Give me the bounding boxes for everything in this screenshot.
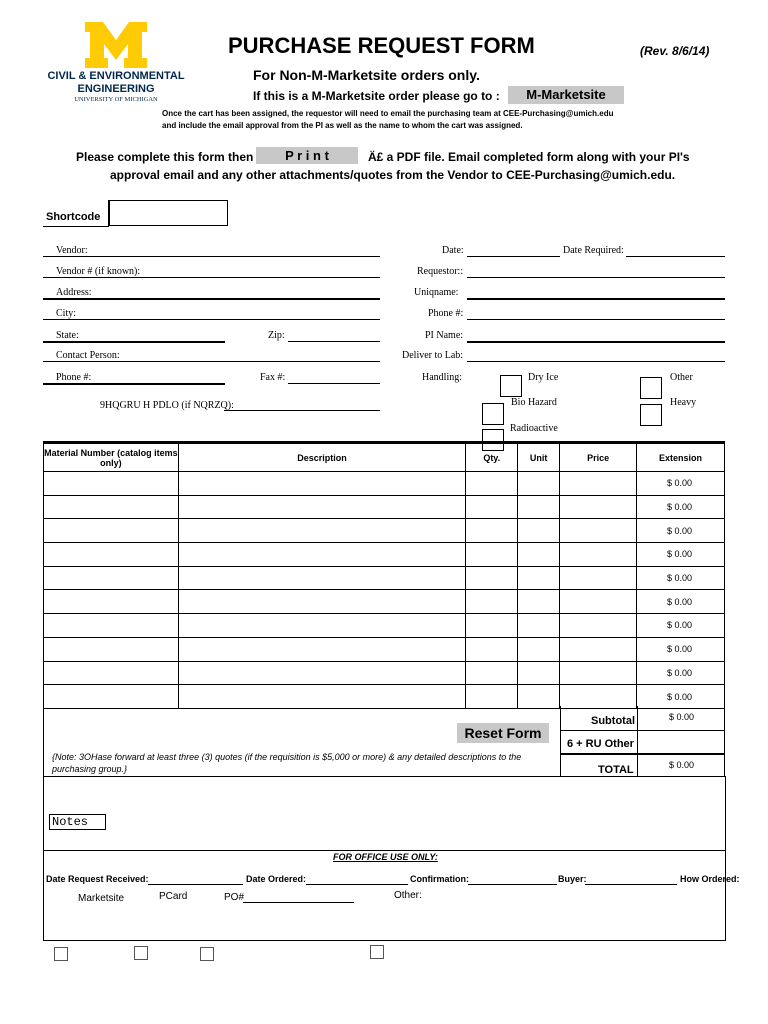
marketsite-button[interactable]: M-Marketsite (508, 86, 624, 104)
university-logo (46, 22, 186, 106)
qty-cell[interactable] (466, 495, 518, 519)
city-field[interactable] (43, 319, 380, 320)
instructions-after: Ä£ a PDF file. Email completed form along with your PI's (368, 150, 690, 164)
deliver-to-label: Deliver to Lab: (402, 350, 464, 361)
col-qty-header: Qty. (466, 443, 518, 472)
date-ordered-label: Date Ordered: (246, 874, 307, 884)
table-row (44, 495, 725, 519)
quote-note: {Note: 3OHase forward at least three (3) quotes (if the requisition is $5,000 or more) & any detailed descriptions to the purchasing group.} (52, 752, 522, 774)
price-cell[interactable] (560, 495, 637, 519)
date-ordered-field[interactable] (306, 884, 408, 885)
extension-cell: $ 0.00 (637, 590, 725, 614)
requestor-label: Requestor:: (417, 266, 464, 277)
revision-label: (Rev. 8/6/14) (640, 44, 710, 58)
handling-label: Handling: (422, 372, 462, 383)
cart-note-line1: Once the cart has been assigned, the requestor will need to email the purchasing team at CEE-Purchasing@umich.edu (162, 109, 614, 118)
contact-field[interactable] (43, 361, 380, 362)
material-cell[interactable] (44, 519, 179, 543)
shortcode-label: Shortcode (46, 211, 101, 223)
deliver-to-field[interactable] (467, 361, 725, 362)
dry-ice-checkbox[interactable] (500, 375, 522, 397)
description-cell[interactable] (178, 614, 466, 638)
col-price-header: Price (560, 443, 637, 472)
unit-cell[interactable] (518, 661, 560, 685)
material-cell[interactable] (44, 661, 179, 685)
vendor-label: Vendor: (56, 245, 88, 256)
material-cell[interactable] (44, 637, 179, 661)
uniqname-field[interactable] (467, 298, 725, 300)
subtitle: For Non-M-Marketsite orders only. (253, 67, 480, 83)
office-heading: FOR OFFICE USE ONLY: (333, 852, 438, 862)
table-row (44, 566, 725, 590)
price-cell[interactable] (560, 543, 637, 567)
print-button[interactable]: P r i n t (256, 147, 358, 164)
extension-cell: $ 0.00 (637, 685, 725, 709)
dept-line2: ENGINEERING (77, 83, 155, 95)
requestor-phone-label: Phone #: (428, 308, 464, 319)
material-cell[interactable] (44, 543, 179, 567)
address-field[interactable] (43, 298, 380, 300)
cart-note-line2: and include the email approval from the PI as well as the name to whom the cart was assigned. (162, 121, 523, 130)
address-label: Address: (56, 287, 92, 298)
other-order-checkbox[interactable] (370, 945, 384, 959)
qty-cell[interactable] (466, 637, 518, 661)
unit-cell[interactable] (518, 566, 560, 590)
shortcode-input[interactable] (108, 200, 228, 226)
material-cell[interactable] (44, 685, 179, 709)
state-field[interactable] (43, 341, 225, 343)
other-charge-label: 6 + RU Other (567, 738, 634, 750)
qty-cell[interactable] (466, 685, 518, 709)
extension-cell: $ 0.00 (637, 472, 725, 496)
col-extension-header: Extension (637, 443, 725, 472)
instructions-before: Please complete this form then (76, 150, 254, 164)
pcard-option-label: PCard (159, 891, 188, 902)
unit-cell[interactable] (518, 543, 560, 567)
subtotal-value: $ 0.00 (669, 712, 695, 722)
price-cell[interactable] (560, 661, 637, 685)
office-section (43, 850, 726, 941)
qty-cell[interactable] (466, 661, 518, 685)
date-received-field[interactable] (148, 884, 243, 885)
date-label: Date: (442, 245, 464, 256)
pi-name-label: PI Name: (425, 330, 464, 341)
state-label: State: (56, 330, 79, 341)
vendor-number-field[interactable] (43, 277, 380, 278)
col-description-header: Description (178, 443, 466, 472)
description-cell[interactable] (178, 637, 466, 661)
description-cell[interactable] (178, 519, 466, 543)
instructions-line2: approval email and any other attachments/quotes from the Vendor to CEE-Purchasing@umich.edu. (110, 168, 676, 182)
radioactive-label: Radioactive (510, 423, 558, 434)
extension-cell: $ 0.00 (637, 637, 725, 661)
date-required-label: Date Required: (563, 245, 624, 256)
marketsite-option-label: Marketsite (78, 893, 125, 904)
description-cell[interactable] (178, 590, 466, 614)
bio-hazard-label: Bio Hazard (511, 397, 557, 408)
col-unit-header: Unit (518, 443, 560, 472)
material-cell[interactable] (44, 566, 179, 590)
notes-label: Notes (49, 814, 106, 830)
uniqname-label: Uniqname: (414, 287, 459, 298)
contact-label: Contact Person: (56, 350, 120, 361)
vendor-phone-label: Phone #: (56, 372, 92, 383)
page-title: PURCHASE REQUEST FORM (228, 33, 535, 58)
heavy-label: Heavy (670, 397, 697, 408)
unit-cell[interactable] (518, 685, 560, 709)
qty-cell[interactable] (466, 566, 518, 590)
price-cell[interactable] (560, 472, 637, 496)
vendor-field[interactable] (43, 256, 380, 257)
table-row (44, 519, 725, 543)
vendor-email-label: 9HQGRU H PDLO (if NQRZQ): (100, 400, 234, 411)
marketsite-checkbox[interactable] (54, 947, 68, 961)
material-cell[interactable] (44, 614, 179, 638)
material-cell[interactable] (44, 495, 179, 519)
buyer-field[interactable] (585, 884, 677, 885)
vendor-phone-field[interactable] (43, 383, 225, 385)
po-number-field[interactable] (243, 902, 354, 903)
total-value: $ 0.00 (669, 760, 695, 770)
table-row (44, 685, 725, 709)
table-row (44, 661, 725, 685)
pi-name-field[interactable] (467, 341, 725, 343)
description-cell[interactable] (178, 543, 466, 567)
qty-cell[interactable] (466, 614, 518, 638)
fax-field[interactable] (288, 383, 380, 384)
price-cell[interactable] (560, 519, 637, 543)
extension-cell: $ 0.00 (637, 661, 725, 685)
price-cell[interactable] (560, 637, 637, 661)
qty-cell[interactable] (466, 590, 518, 614)
other-handling-checkbox[interactable] (640, 377, 662, 399)
vendor-email-field[interactable] (224, 410, 380, 411)
material-cell[interactable] (44, 472, 179, 496)
zip-label: Zip: (268, 330, 285, 341)
unit-cell[interactable] (518, 637, 560, 661)
po-option-label: PO# (224, 892, 245, 903)
description-cell[interactable] (178, 566, 466, 590)
subtotal-label: Subtotal (591, 715, 635, 727)
unit-cell[interactable] (518, 472, 560, 496)
price-cell[interactable] (560, 590, 637, 614)
table-row (44, 637, 725, 661)
heavy-checkbox[interactable] (640, 404, 662, 426)
notes-section[interactable] (43, 776, 726, 851)
extension-cell: $ 0.00 (637, 495, 725, 519)
table-row (44, 590, 725, 614)
buyer-label: Buyer: (558, 874, 587, 884)
reset-form-button[interactable]: Reset Form (457, 723, 549, 743)
extension-cell: $ 0.00 (637, 614, 725, 638)
other-option-label: Other: (394, 890, 422, 901)
table-row (44, 614, 725, 638)
unit-cell[interactable] (518, 495, 560, 519)
dry-ice-label: Dry Ice (528, 372, 559, 383)
description-cell[interactable] (178, 685, 466, 709)
zip-field[interactable] (288, 341, 380, 342)
table-row (44, 543, 725, 567)
requestor-field[interactable] (467, 277, 725, 278)
description-cell[interactable] (178, 661, 466, 685)
unit-cell[interactable] (518, 519, 560, 543)
extension-cell: $ 0.00 (637, 543, 725, 567)
how-ordered-label: How Ordered: (680, 874, 740, 884)
price-cell[interactable] (560, 614, 637, 638)
date-field[interactable] (467, 256, 560, 257)
qty-cell[interactable] (466, 472, 518, 496)
date-required-field[interactable] (626, 256, 725, 257)
fax-label: Fax #: (260, 372, 286, 383)
other-handling-label: Other (670, 372, 693, 383)
qty-cell[interactable] (466, 543, 518, 567)
unit-cell[interactable] (518, 590, 560, 614)
price-cell[interactable] (560, 685, 637, 709)
description-cell[interactable] (178, 495, 466, 519)
vendor-number-label: Vendor # (if known): (56, 266, 141, 277)
confirmation-field[interactable] (468, 884, 557, 885)
dept-line1: CIVIL & ENVIRONMENTAL (47, 70, 185, 82)
city-label: City: (56, 308, 77, 319)
unit-cell[interactable] (518, 614, 560, 638)
col-material-header: Material Number (catalog items only) (44, 443, 179, 472)
marketsite-prompt: If this is a M-Marketsite order please go to : (253, 89, 500, 103)
date-received-label: Date Request Received: (46, 874, 149, 884)
extension-cell: $ 0.00 (637, 566, 725, 590)
total-label: TOTAL (598, 764, 634, 776)
price-cell[interactable] (560, 566, 637, 590)
description-cell[interactable] (178, 472, 466, 496)
block-m-logo (83, 22, 149, 68)
confirmation-label: Confirmation: (410, 874, 469, 884)
table-row (44, 472, 725, 496)
extension-cell: $ 0.00 (637, 519, 725, 543)
requestor-phone-field[interactable] (467, 319, 725, 320)
pcard-checkbox[interactable] (134, 946, 148, 960)
qty-cell[interactable] (466, 519, 518, 543)
items-table (43, 441, 725, 709)
bio-hazard-checkbox[interactable] (482, 403, 504, 425)
university-name: UNIVERSITY OF MICHIGAN (74, 96, 158, 103)
material-cell[interactable] (44, 590, 179, 614)
po-checkbox[interactable] (200, 947, 214, 961)
